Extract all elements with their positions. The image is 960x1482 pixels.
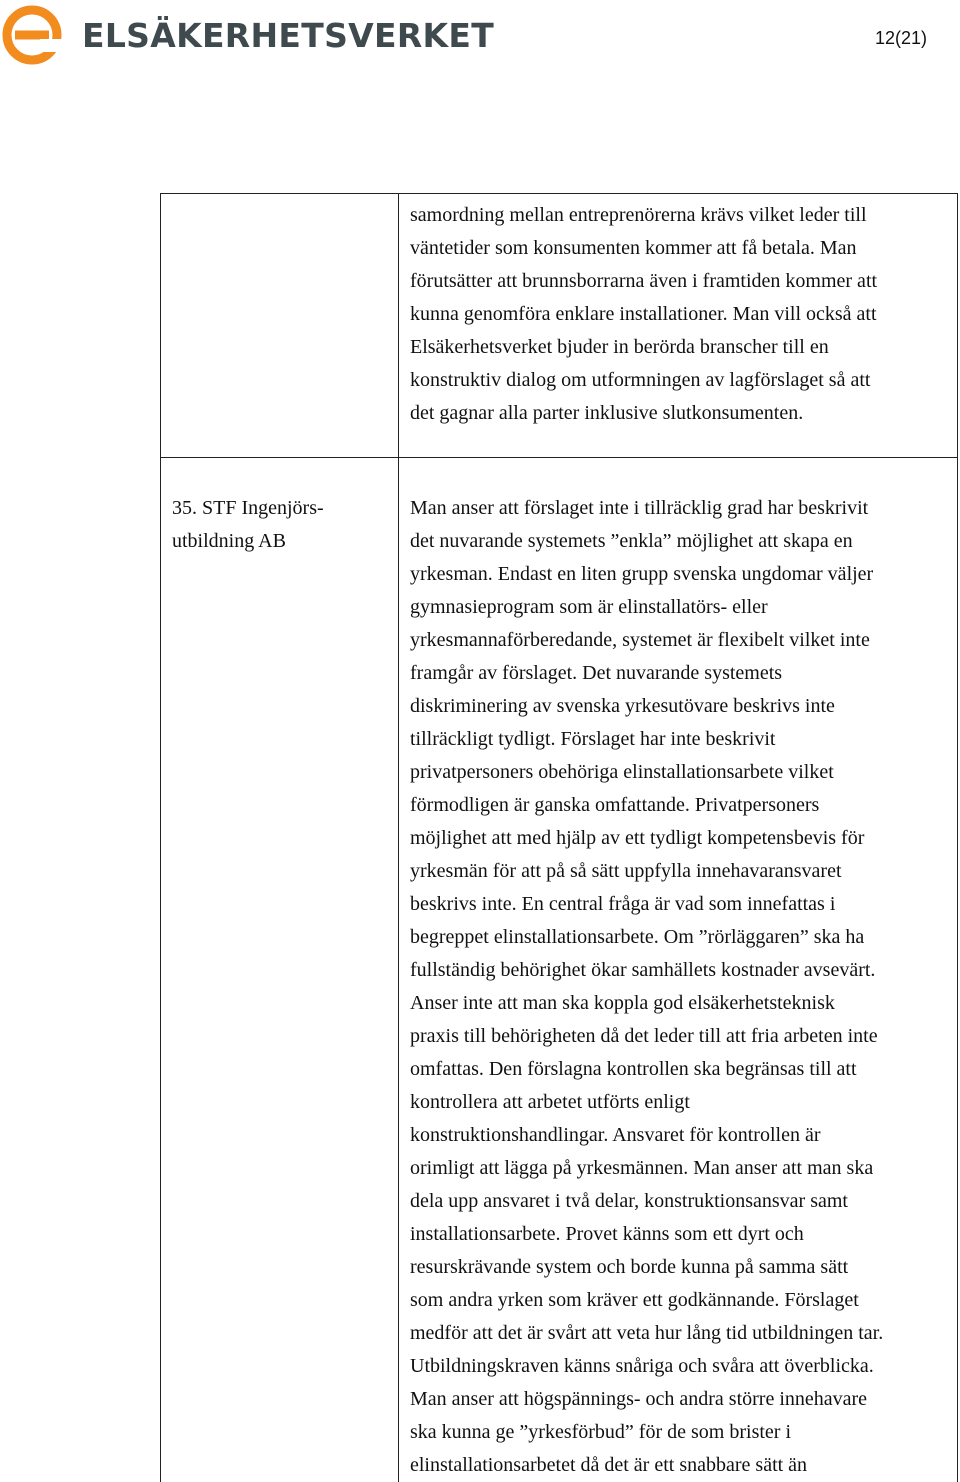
comment-text: samordning mellan entreprenörerna krävs vilket leder till väntetider som konsumenten kommer att få betala. Man förutsätter att brunnsborrarna även i framtiden kommer att kunna genomföra enklare installationer. Man vill också att Elsäkerhetsverket bjuder in berörda branscher till en konstruktiv dialog om utformningen av lagförslaget så att det gagnar alla parter inklusive slutkonsumenten. <box>410 199 947 430</box>
comment-cell <box>399 458 958 1482</box>
table-row <box>161 194 958 458</box>
table-row <box>161 458 958 1482</box>
consultation-table <box>160 193 958 1482</box>
page-number: 12(21) <box>875 28 927 49</box>
elsakerhetsverket-logo-icon <box>2 5 62 65</box>
page-header <box>0 0 960 80</box>
comment-cell <box>399 194 958 458</box>
comment-text: Man anser att förslaget inte i tillräcklig grad har beskrivit det nuvarande systemets ”enkla” möjlighet att skapa en yrkesman. Endast en liten grupp svenska ungdomar väljer gymnasieprogram som är elinstallatörs- eller yrkesmannaförberedande, systemet är flexibelt vilket inte framgår av förslaget. Det nuvarande systemets diskriminering av svenska yrkesutövare beskrivs inte tillräckligt tydligt. Förslaget har inte beskrivit privatpersoners obehöriga elinstallationsarbete vilket förmodligen är ganska omfattande. Privatpersoners möjlighet att med hjälp av ett tydligt kompetensbevis för yrkesmän för att på så sätt uppfylla innehavaransvaret beskrivs inte. En central fråga är vad som innefattas i begreppet elinstallationsarbete. Om ”rörläggaren” ska ha fullständig behörighet ökar samhällets kostnader avsevärt. Anser inte att man ska koppla god elsäkerhetsteknisk praxis till behörigheten då det leder till att fria arbeten inte omfattas. Den förslagna kontrollen ska begränsas till att kontrollera att arbetet utförts enligt konstruktionshandlingar. Ansvaret för kontrollen är orimligt att lägga på yrkesmännen. Man anser att man ska dela upp ansvaret i två delar, konstruktionsansvar samt installationsarbete. Provet känns som ett dyrt och resurskrävande system och borde kunna på samma sätt som andra yrken som kräver ett godkännande. Förslaget medför att det är svårt att veta hur lång tid utbildningen tar. Utbildningskraven känns snåriga och svåra att överblicka. Man anser att högspännings- och andra större innehavare ska kunna ge ”yrkesförbud” för de som brister i elinstallationsarbetet då det är ett snabbare sätt än <box>410 492 947 1482</box>
respondent-cell <box>161 458 399 1482</box>
logo-wordmark: ELSÄKERHETSVERKET <box>82 14 494 58</box>
respondent-cell <box>161 194 399 458</box>
respondent-name: 35. STF Ingenjörs- utbildning AB <box>172 492 392 558</box>
